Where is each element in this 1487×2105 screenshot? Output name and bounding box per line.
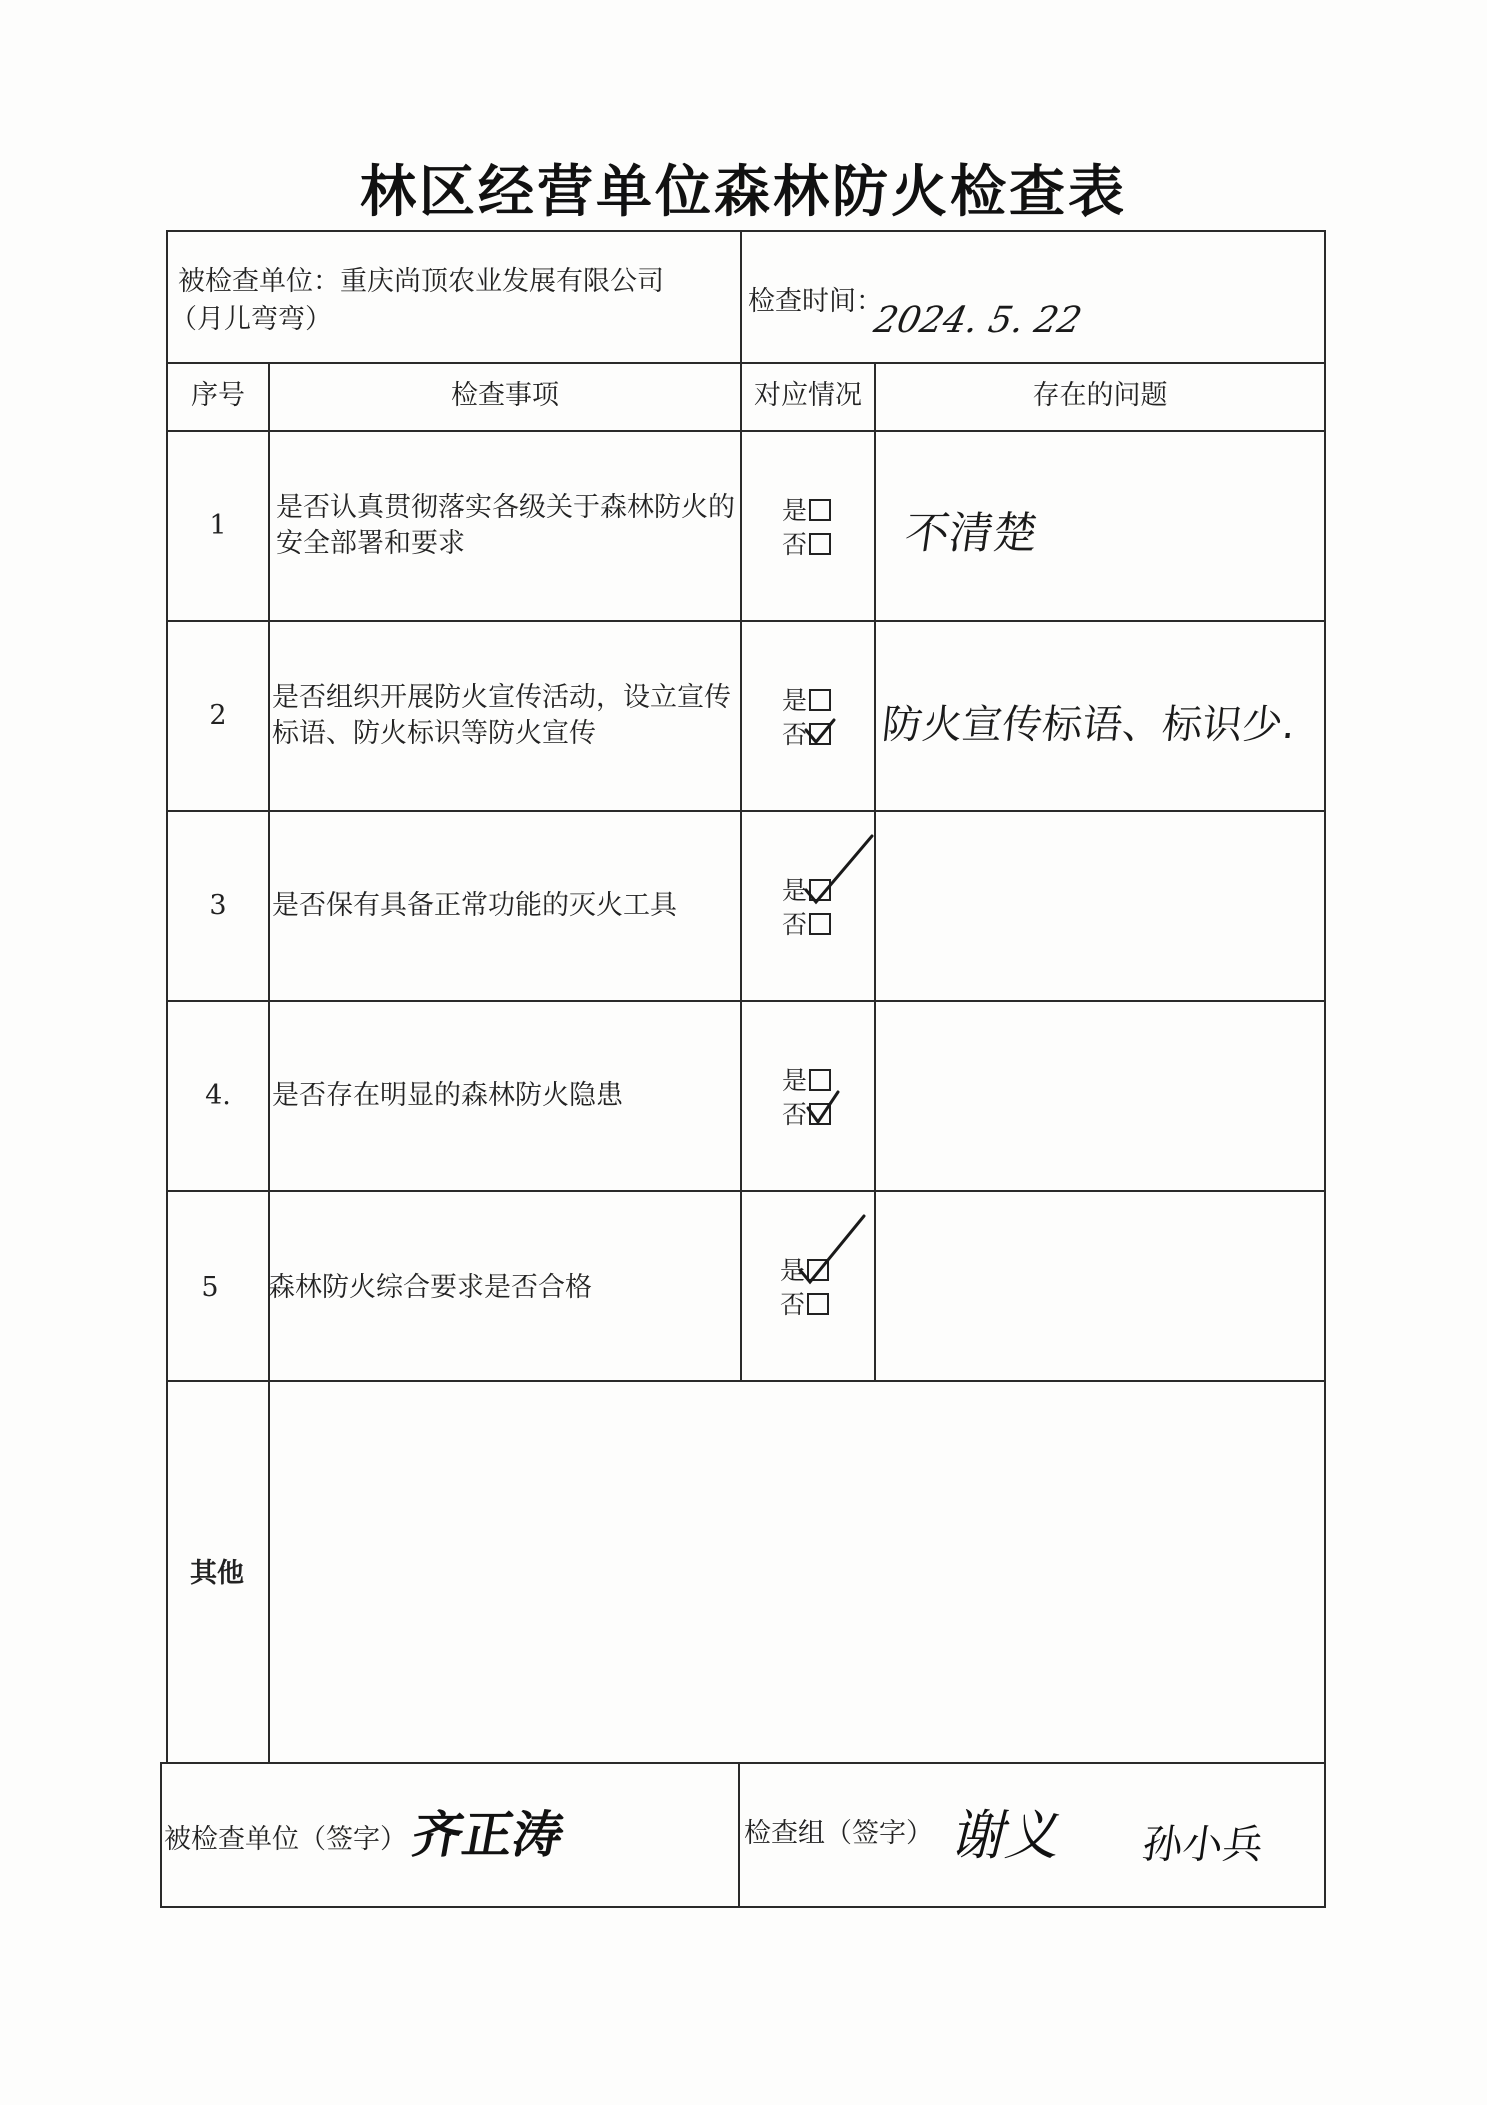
checkbox-yes bbox=[809, 499, 831, 521]
row-4-item: 是否存在明显的森林防火隐患 bbox=[272, 1080, 623, 1111]
row-1-no-opt bbox=[782, 528, 831, 561]
no-label: 否 bbox=[782, 530, 808, 559]
rule-right bbox=[1324, 230, 1326, 1908]
rule-top bbox=[166, 230, 1326, 232]
inspected-unit-name: 重庆尚顶农业发展有限公司 bbox=[340, 266, 664, 297]
group-signature-2 bbox=[1139, 1808, 1318, 1878]
row-1-no: 1 bbox=[209, 510, 227, 541]
rule-row-1 bbox=[166, 620, 1326, 622]
row-3-item: 是否保有具备正常功能的灭火工具 bbox=[272, 890, 677, 921]
rule-bottom bbox=[160, 1906, 1326, 1908]
row-5-check-mark bbox=[790, 1208, 880, 1288]
row-1-problem-text: 不清楚 bbox=[901, 508, 1041, 559]
row-2-item: 是否组织开展防火宣传活动，设立宣传标语、防火标识等防火宣传 bbox=[272, 682, 731, 749]
rule-col-answer-sign bbox=[738, 1762, 740, 1908]
header-no: 序号 bbox=[191, 380, 245, 411]
yes-label: 是 bbox=[782, 496, 808, 525]
no-label: 否 bbox=[782, 1100, 808, 1129]
row-3-check-mark bbox=[796, 830, 886, 910]
yes-label: 是 bbox=[782, 686, 808, 715]
rule-header-bottom bbox=[166, 430, 1326, 432]
group-sign-label: 检查组（签字） bbox=[744, 1818, 933, 1849]
group-signature-1-text: 谢义 bbox=[946, 1803, 1071, 1867]
row-2-problem bbox=[879, 690, 1322, 760]
inspected-unit bbox=[178, 264, 664, 300]
inspected-signature bbox=[408, 1796, 590, 1872]
rule-left bbox=[166, 230, 168, 1762]
inspected-unit-label: 被检查单位： bbox=[178, 266, 340, 297]
header-problem: 存在的问题 bbox=[1032, 380, 1168, 411]
rule-row-5 bbox=[166, 1380, 1326, 1382]
group-signature-1 bbox=[946, 1788, 1136, 1878]
form-title: 林区经营单位森林防火检查表 bbox=[360, 160, 1127, 225]
no-label: 否 bbox=[780, 1290, 806, 1319]
yes-label: 是 bbox=[782, 876, 808, 905]
group-signature-2-text: 孙小兵 bbox=[1139, 1822, 1266, 1868]
row-3-no-opt bbox=[782, 908, 831, 941]
rule-row-4 bbox=[166, 1190, 1326, 1192]
no-label: 否 bbox=[782, 910, 808, 939]
check-time-text: 2024. 5. 22 bbox=[870, 298, 1086, 341]
row-1-item: 是否认真贯彻落实各级关于森林防火的安全部署和要求 bbox=[276, 492, 735, 559]
header-answer: 对应情况 bbox=[754, 380, 862, 411]
no-label: 否 bbox=[782, 720, 808, 749]
other-label: 其他 bbox=[190, 1558, 244, 1589]
inspected-unit-sub: （月儿弯弯） bbox=[170, 304, 332, 335]
rule-other bbox=[160, 1762, 1326, 1764]
check-time-value bbox=[870, 296, 1100, 346]
header-item: 检查事项 bbox=[451, 380, 559, 411]
row-2-problem-text: 防火宣传标语、标识少. bbox=[879, 702, 1298, 748]
row-2-check-mark bbox=[800, 690, 850, 750]
checkbox-no bbox=[809, 533, 831, 555]
row-3-no: 3 bbox=[209, 890, 227, 921]
row-2-no: 2 bbox=[209, 700, 227, 731]
yes-label: 是 bbox=[782, 1066, 808, 1095]
rule-col-item bbox=[268, 362, 270, 1762]
row-4-check-mark bbox=[802, 1070, 852, 1130]
inspected-sign-label: 被检查单位（签字） bbox=[164, 1824, 407, 1855]
row-5-no: 5 bbox=[201, 1272, 219, 1303]
rule-row-3 bbox=[166, 1000, 1326, 1002]
row-1-yes bbox=[782, 494, 831, 527]
other-content bbox=[274, 1392, 1314, 1752]
rule-left-sign bbox=[160, 1762, 162, 1908]
inspected-signature-text: 齐正涛 bbox=[408, 1805, 569, 1864]
check-time-label: 检查时间： bbox=[748, 286, 883, 317]
rule-row-2 bbox=[166, 810, 1326, 812]
checkbox-no bbox=[809, 913, 831, 935]
yes-label: 是 bbox=[780, 1256, 806, 1285]
row-5-no-opt bbox=[780, 1288, 829, 1321]
row-1-problem bbox=[901, 500, 1210, 570]
row-5-item: 森林防火综合要求是否合格 bbox=[268, 1272, 592, 1303]
row-4-no: 4. bbox=[205, 1080, 231, 1111]
checkbox-no bbox=[807, 1293, 829, 1315]
rule-header-top bbox=[166, 362, 1326, 364]
